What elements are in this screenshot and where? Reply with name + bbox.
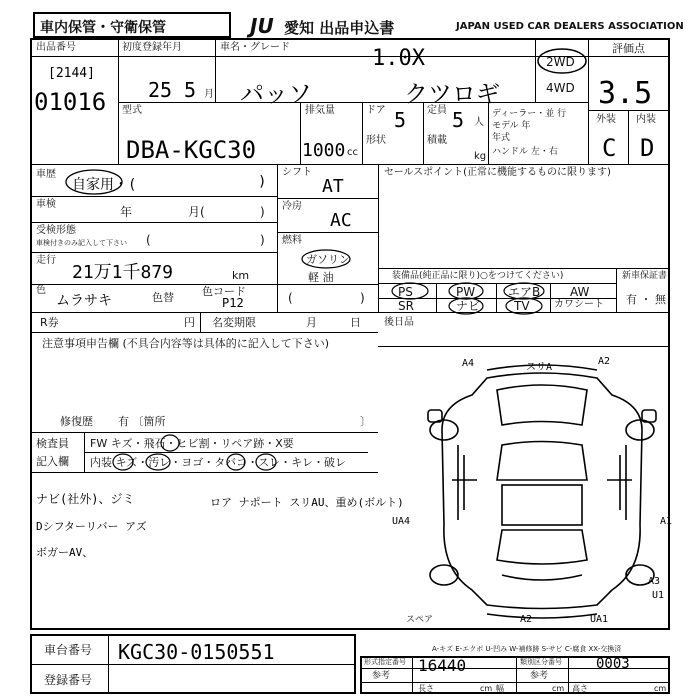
name-change-day: 日 (350, 316, 361, 329)
inspection-close: ) (260, 205, 265, 219)
inspection-label: 車検 (36, 199, 56, 210)
ju-logo: JU (250, 14, 274, 38)
mark-suri-a: スリA (526, 362, 553, 373)
equipment-leather: カワシート (554, 299, 604, 310)
capacity-label: 定員 (427, 105, 447, 116)
registration-month-unit: 月 (204, 89, 214, 100)
type-label: 型式 (122, 105, 142, 116)
inspector-label1: 検査員 (36, 437, 69, 450)
car-name-label: 車名・グレード (220, 42, 290, 53)
comment-3: Dシフターリバー アズ (36, 520, 147, 533)
history-value: 自家用・( (72, 177, 137, 193)
repair-value: 有 〔箇所 (118, 415, 166, 428)
ac-value: AC (330, 210, 352, 231)
shift-value: AT (322, 176, 344, 197)
mark-u1: U1 (652, 590, 665, 601)
mark-a1: A1 (660, 516, 673, 527)
load-unit: kg (474, 151, 487, 162)
inspection-year: 年 (120, 205, 133, 219)
equipment-airbag: エアB (508, 285, 541, 299)
equipment-tv: TV (514, 299, 530, 313)
shift-label: シフト (282, 167, 312, 178)
mileage-unit: km (232, 269, 250, 282)
model-designation-label: 形式指定番号 (364, 658, 406, 666)
comment-1: ナビ(社外)、ジミ (36, 492, 135, 506)
fuel-label: 燃料 (282, 235, 302, 246)
mark-ua1: UA1 (590, 614, 609, 625)
lot-number: 01016 (34, 88, 107, 116)
new-car-warranty-value: 有 ・ 無 (626, 293, 666, 306)
color-label: 色 (36, 285, 46, 296)
color-code: P12 (222, 296, 244, 310)
model-designation-value: 16440 (418, 656, 467, 675)
receipt-close: ) (260, 233, 265, 247)
equipment-sr: SR (398, 299, 414, 313)
inspector-interior: 内装 キズ・汚レ・ヨゴ・タバコ・スレ・キレ・破レ (90, 456, 347, 469)
displacement-value: 1000 (302, 140, 346, 161)
inspection-month: 月( (188, 205, 205, 219)
dealer-line4: ハンドル 左・右 (492, 147, 558, 157)
cm-unit-2: cm (552, 684, 565, 693)
lot-label: 出品番号 (36, 42, 76, 53)
fuel-gasoline: ガソリン (306, 253, 350, 266)
org-subtitle: JAPAN USED CAR DEALERS ASSOCIATION (456, 21, 684, 32)
category-value: 0003 (596, 656, 630, 672)
comment-4: ボガーAV、 (36, 546, 94, 559)
exterior-label: 外装 (596, 114, 616, 125)
equipment-navi: ナビ (456, 299, 481, 313)
rating-score: 3.5 (598, 76, 653, 111)
mark-a2-top: A2 (598, 356, 611, 367)
mileage-value: 21万1千879 (72, 262, 174, 283)
equipment-pw: PW (456, 285, 476, 299)
exterior-grade: C (602, 134, 617, 162)
door-form-label: 形状 (366, 135, 386, 146)
registration-month: 5 (184, 78, 197, 102)
mark-ua4: UA4 (392, 516, 411, 527)
equipment-aw: AW (570, 285, 590, 299)
equipment-title: 装備品(純正品に限り)○をつけてください) (392, 271, 564, 281)
length-label: 長さ (418, 684, 434, 693)
displacement-label: 排気量 (305, 105, 335, 116)
door-label: ドア (366, 105, 386, 116)
mark-spare: スペア (406, 615, 434, 625)
dealer-line2: モデル 年 (492, 121, 531, 131)
sales-point-label: セールスポイント(正常に機能するものに限ります) (384, 167, 611, 178)
registration-year: 25 (148, 78, 173, 102)
mark-a3: A3 (648, 576, 661, 587)
lot-small-number: [2144] (48, 66, 95, 81)
mark-a2-bottom: A2 (520, 614, 533, 625)
fuel-diesel: 軽 油 (308, 271, 334, 284)
dealer-line1: ディーラー・並 行 (492, 109, 567, 119)
registration-number-label: 登録番号 (44, 673, 93, 687)
history-close: ) (258, 174, 267, 190)
width-label: 幅 (496, 684, 504, 693)
registration-label: 初度登録年月 (122, 42, 182, 53)
notes-label: 注意事項申告欄 (不具合内容等は具体的に記入して下さい) (42, 337, 330, 350)
history-label: 車歴 (36, 169, 56, 180)
car-model-name: パッソ (240, 80, 312, 108)
drive-4wd: 4WD (546, 81, 575, 95)
interior-grade: D (640, 134, 655, 162)
chassis-value: KGC30-0150551 (118, 640, 275, 664)
receipt-open: ( (146, 233, 151, 247)
displacement-unit: cc (347, 147, 358, 158)
mark-a4-top: A4 (462, 358, 475, 369)
load-label: 積載 (427, 135, 447, 146)
fuel-open: ( (288, 291, 293, 305)
cm-unit-3: cm (654, 684, 667, 693)
r-ticket-unit: 円 (184, 316, 195, 329)
name-change-month: 月 (306, 316, 317, 329)
inspector-circles (0, 0, 1, 1)
chassis-label: 車台番号 (44, 643, 93, 657)
inspector-fw: FW キズ・飛石・ヒビ割・リペア跡・X要 (90, 437, 294, 450)
category-label: 類別区分番号 (520, 658, 562, 666)
capacity-unit: 人 (474, 117, 484, 128)
type-value: DBA-KGC30 (126, 136, 257, 164)
name-change-label: 名変期限 (212, 316, 256, 329)
diagram-legend: A-キズ E-エクボ U-凹み W-補修跡 S-サビ C-腐食 XX-交換済 (432, 645, 622, 653)
car-grade: 1.0X (372, 46, 425, 71)
org-title: 愛知 出品申込書 (284, 19, 395, 37)
car-grade-color: クツロギ (404, 80, 500, 108)
cm-unit-1: cm (480, 684, 493, 693)
mileage-label: 走行 (36, 255, 56, 266)
repair-close: 〕 (360, 415, 371, 428)
color-value: ムラサキ (56, 293, 112, 309)
storage-badge-text: 車内保管・守衛保管 (40, 20, 166, 36)
height-label: 高さ (572, 684, 588, 693)
receipt-label: 受検形態 (36, 225, 76, 236)
fuel-close: ) (360, 291, 365, 305)
door-value: 5 (394, 108, 407, 132)
ref1-label: 参考 (372, 671, 391, 681)
r-ticket-label: R券 (40, 316, 59, 329)
comment-2: ロア ナポート スリAU、重め(ボルト) (210, 496, 404, 509)
repair-label: 修復歴 (60, 415, 93, 428)
new-car-warranty-label: 新車保証書 (622, 271, 668, 281)
color-code-label: 色コード (202, 285, 246, 298)
capacity-value: 5 (452, 108, 465, 132)
inspector-label2: 記入欄 (36, 455, 69, 468)
receipt-note: 車検付きのみ記入して下さい (36, 239, 127, 247)
rating-label: 評価点 (612, 42, 645, 55)
drive-2wd: 2WD (546, 55, 575, 69)
dealer-line3: 年式 (492, 133, 511, 143)
car-damage-diagram (392, 350, 692, 630)
ac-label: 冷房 (282, 201, 302, 212)
after-items-label: 後日品 (384, 317, 414, 328)
interior-label: 内装 (636, 114, 656, 125)
ref2-label: 参考 (530, 671, 549, 681)
color-change-label: 色替 (152, 291, 174, 304)
equipment-ps: PS (398, 285, 413, 299)
